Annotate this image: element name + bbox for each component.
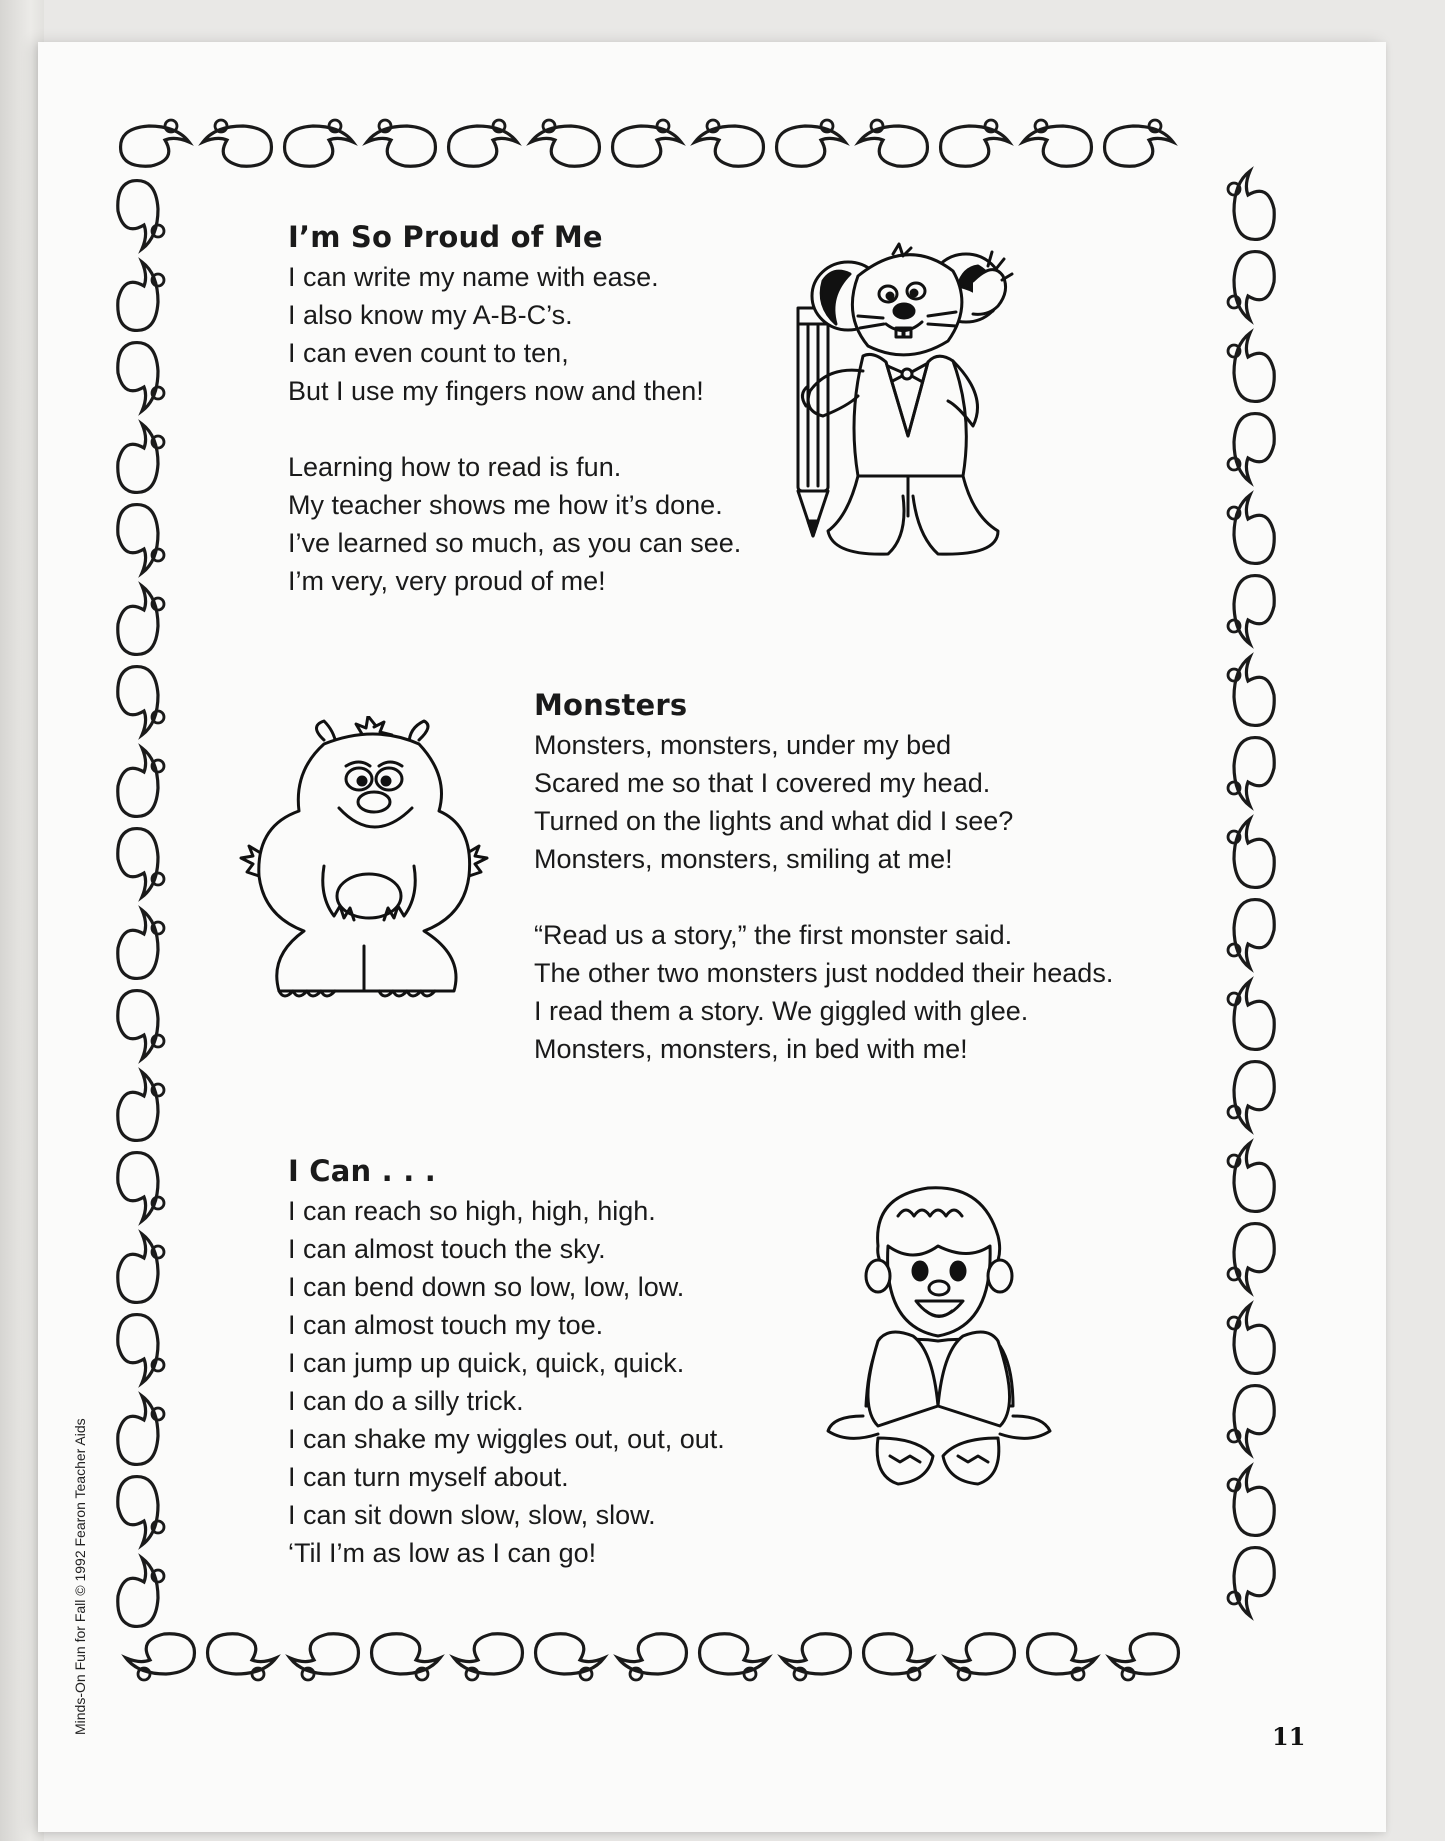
page-number: 11	[1272, 1722, 1306, 1751]
poem-proud-of-me	[288, 220, 741, 600]
paisley-motif	[118, 1153, 164, 1221]
poem-line: I can almost touch my toe.	[288, 1310, 604, 1340]
paisley-motif	[782, 1634, 850, 1680]
paisley-motif	[1228, 738, 1274, 806]
poem-line: Monsters, monsters, under my bed	[534, 730, 952, 760]
poem-line: Monsters, monsters, in bed with me!	[534, 1034, 968, 1064]
mouse-with-pencil-illustration	[788, 236, 1058, 566]
paisley-motif	[1228, 819, 1274, 887]
paisley-motif	[118, 667, 164, 735]
paisley-motif	[290, 1634, 358, 1680]
paisley-motif	[454, 1634, 522, 1680]
smiling-monster-illustration	[224, 716, 504, 1016]
paisley-motif	[946, 1634, 1014, 1680]
poem-line: But I use my fingers now and then!	[288, 376, 704, 406]
paisley-motif	[618, 1634, 686, 1680]
poem-line: My teacher shows me how it’s done.	[288, 490, 723, 520]
paisley-motif	[1228, 495, 1274, 563]
poem-line: I can bend down so low, low, low.	[288, 1272, 685, 1302]
poem-line: ‘Til I’m as low as I can go!	[288, 1538, 597, 1568]
paisley-motif	[367, 120, 435, 166]
paisley-motif	[118, 910, 164, 978]
paisley-motif	[859, 120, 927, 166]
paisley-motif	[118, 343, 164, 411]
paisley-motif	[118, 181, 164, 249]
poem-line: Turned on the lights and what did I see?	[534, 806, 1014, 836]
paisley-motif	[1228, 1548, 1274, 1616]
paisley-motif	[1228, 576, 1274, 644]
paisley-motif	[118, 1477, 164, 1545]
poem-line: I can even count to ten,	[288, 338, 569, 368]
poem-line: Scared me so that I covered my head.	[534, 768, 991, 798]
poem-line: I can do a silly trick.	[288, 1386, 524, 1416]
paisley-motif	[126, 1634, 194, 1680]
paisley-motif	[1228, 414, 1274, 482]
poem-line: The other two monsters just nodded their heads.	[534, 958, 1114, 988]
poem-line: Learning how to read is fun.	[288, 452, 622, 482]
paisley-motif	[118, 424, 164, 492]
sitting-boy-illustration	[818, 1176, 1068, 1506]
paisley-motif	[864, 1634, 932, 1680]
paisley-motif	[1228, 1467, 1274, 1535]
poem-title: Monsters	[534, 688, 688, 722]
paisley-motif	[372, 1634, 440, 1680]
paisley-motif	[449, 120, 517, 166]
paisley-motif	[1228, 1305, 1274, 1373]
poem-line: “Read us a story,” the first monster said.	[534, 920, 1013, 950]
poem-line: I also know my A-B-C’s.	[288, 300, 573, 330]
paisley-motif	[1228, 252, 1274, 320]
poem-monsters	[534, 688, 1113, 1068]
paisley-motif	[1110, 1634, 1178, 1680]
poem-line: I can sit down slow, slow, slow.	[288, 1500, 656, 1530]
poem-line: I can write my name with ease.	[288, 262, 659, 292]
paisley-motif	[700, 1634, 768, 1680]
paisley-motif	[1023, 120, 1091, 166]
poem-line: I can reach so high, high, high.	[288, 1196, 656, 1226]
paisley-motif	[118, 1234, 164, 1302]
paisley-motif	[695, 120, 763, 166]
paisley-motif	[118, 1315, 164, 1383]
paisley-motif	[1228, 1224, 1274, 1292]
paisley-motif	[1228, 981, 1274, 1049]
paisley-motif	[285, 120, 353, 166]
poem-line: Monsters, monsters, smiling at me!	[534, 844, 953, 874]
poem-i-can	[288, 1154, 725, 1572]
paisley-motif	[118, 991, 164, 1059]
paisley-motif	[531, 120, 599, 166]
poem-line: I can jump up quick, quick, quick.	[288, 1348, 685, 1378]
poem-line: I can turn myself about.	[288, 1462, 569, 1492]
paisley-motif	[118, 262, 164, 330]
paisley-motif	[121, 120, 189, 166]
side-credit: Minds-On Fun for Fall © 1992 Fearon Teacher Aids	[72, 1418, 88, 1735]
stanza-break	[534, 878, 1113, 916]
paisley-motif	[118, 829, 164, 897]
paisley-motif	[1028, 1634, 1096, 1680]
paisley-motif	[1228, 1062, 1274, 1130]
stanza-break	[288, 410, 741, 448]
paisley-motif	[1228, 900, 1274, 968]
paisley-motif	[1228, 1386, 1274, 1454]
paisley-motif	[118, 1072, 164, 1140]
paisley-motif	[1228, 657, 1274, 725]
paisley-motif	[1228, 1143, 1274, 1211]
poem-title: I’m So Proud of Me	[288, 220, 603, 254]
paisley-motif	[1228, 333, 1274, 401]
paisley-motif	[777, 120, 845, 166]
poem-line: I can shake my wiggles out, out, out.	[288, 1424, 725, 1454]
poem-line: I read them a story. We giggled with glee.	[534, 996, 1029, 1026]
paisley-motif	[1105, 120, 1173, 166]
paisley-motif	[118, 586, 164, 654]
paisley-motif	[118, 1396, 164, 1464]
paisley-motif	[208, 1634, 276, 1680]
paisley-motif	[941, 120, 1009, 166]
poem-line: I can almost touch the sky.	[288, 1234, 606, 1264]
paisley-motif	[536, 1634, 604, 1680]
poem-line: I’m very, very proud of me!	[288, 566, 606, 596]
paisley-motif	[118, 748, 164, 816]
paisley-motif	[203, 120, 271, 166]
paisley-motif	[118, 505, 164, 573]
poem-title: I Can . . .	[288, 1154, 436, 1188]
poem-line: I’ve learned so much, as you can see.	[288, 528, 742, 558]
paisley-motif	[1228, 171, 1274, 239]
paisley-motif	[613, 120, 681, 166]
paisley-motif	[118, 1558, 164, 1626]
